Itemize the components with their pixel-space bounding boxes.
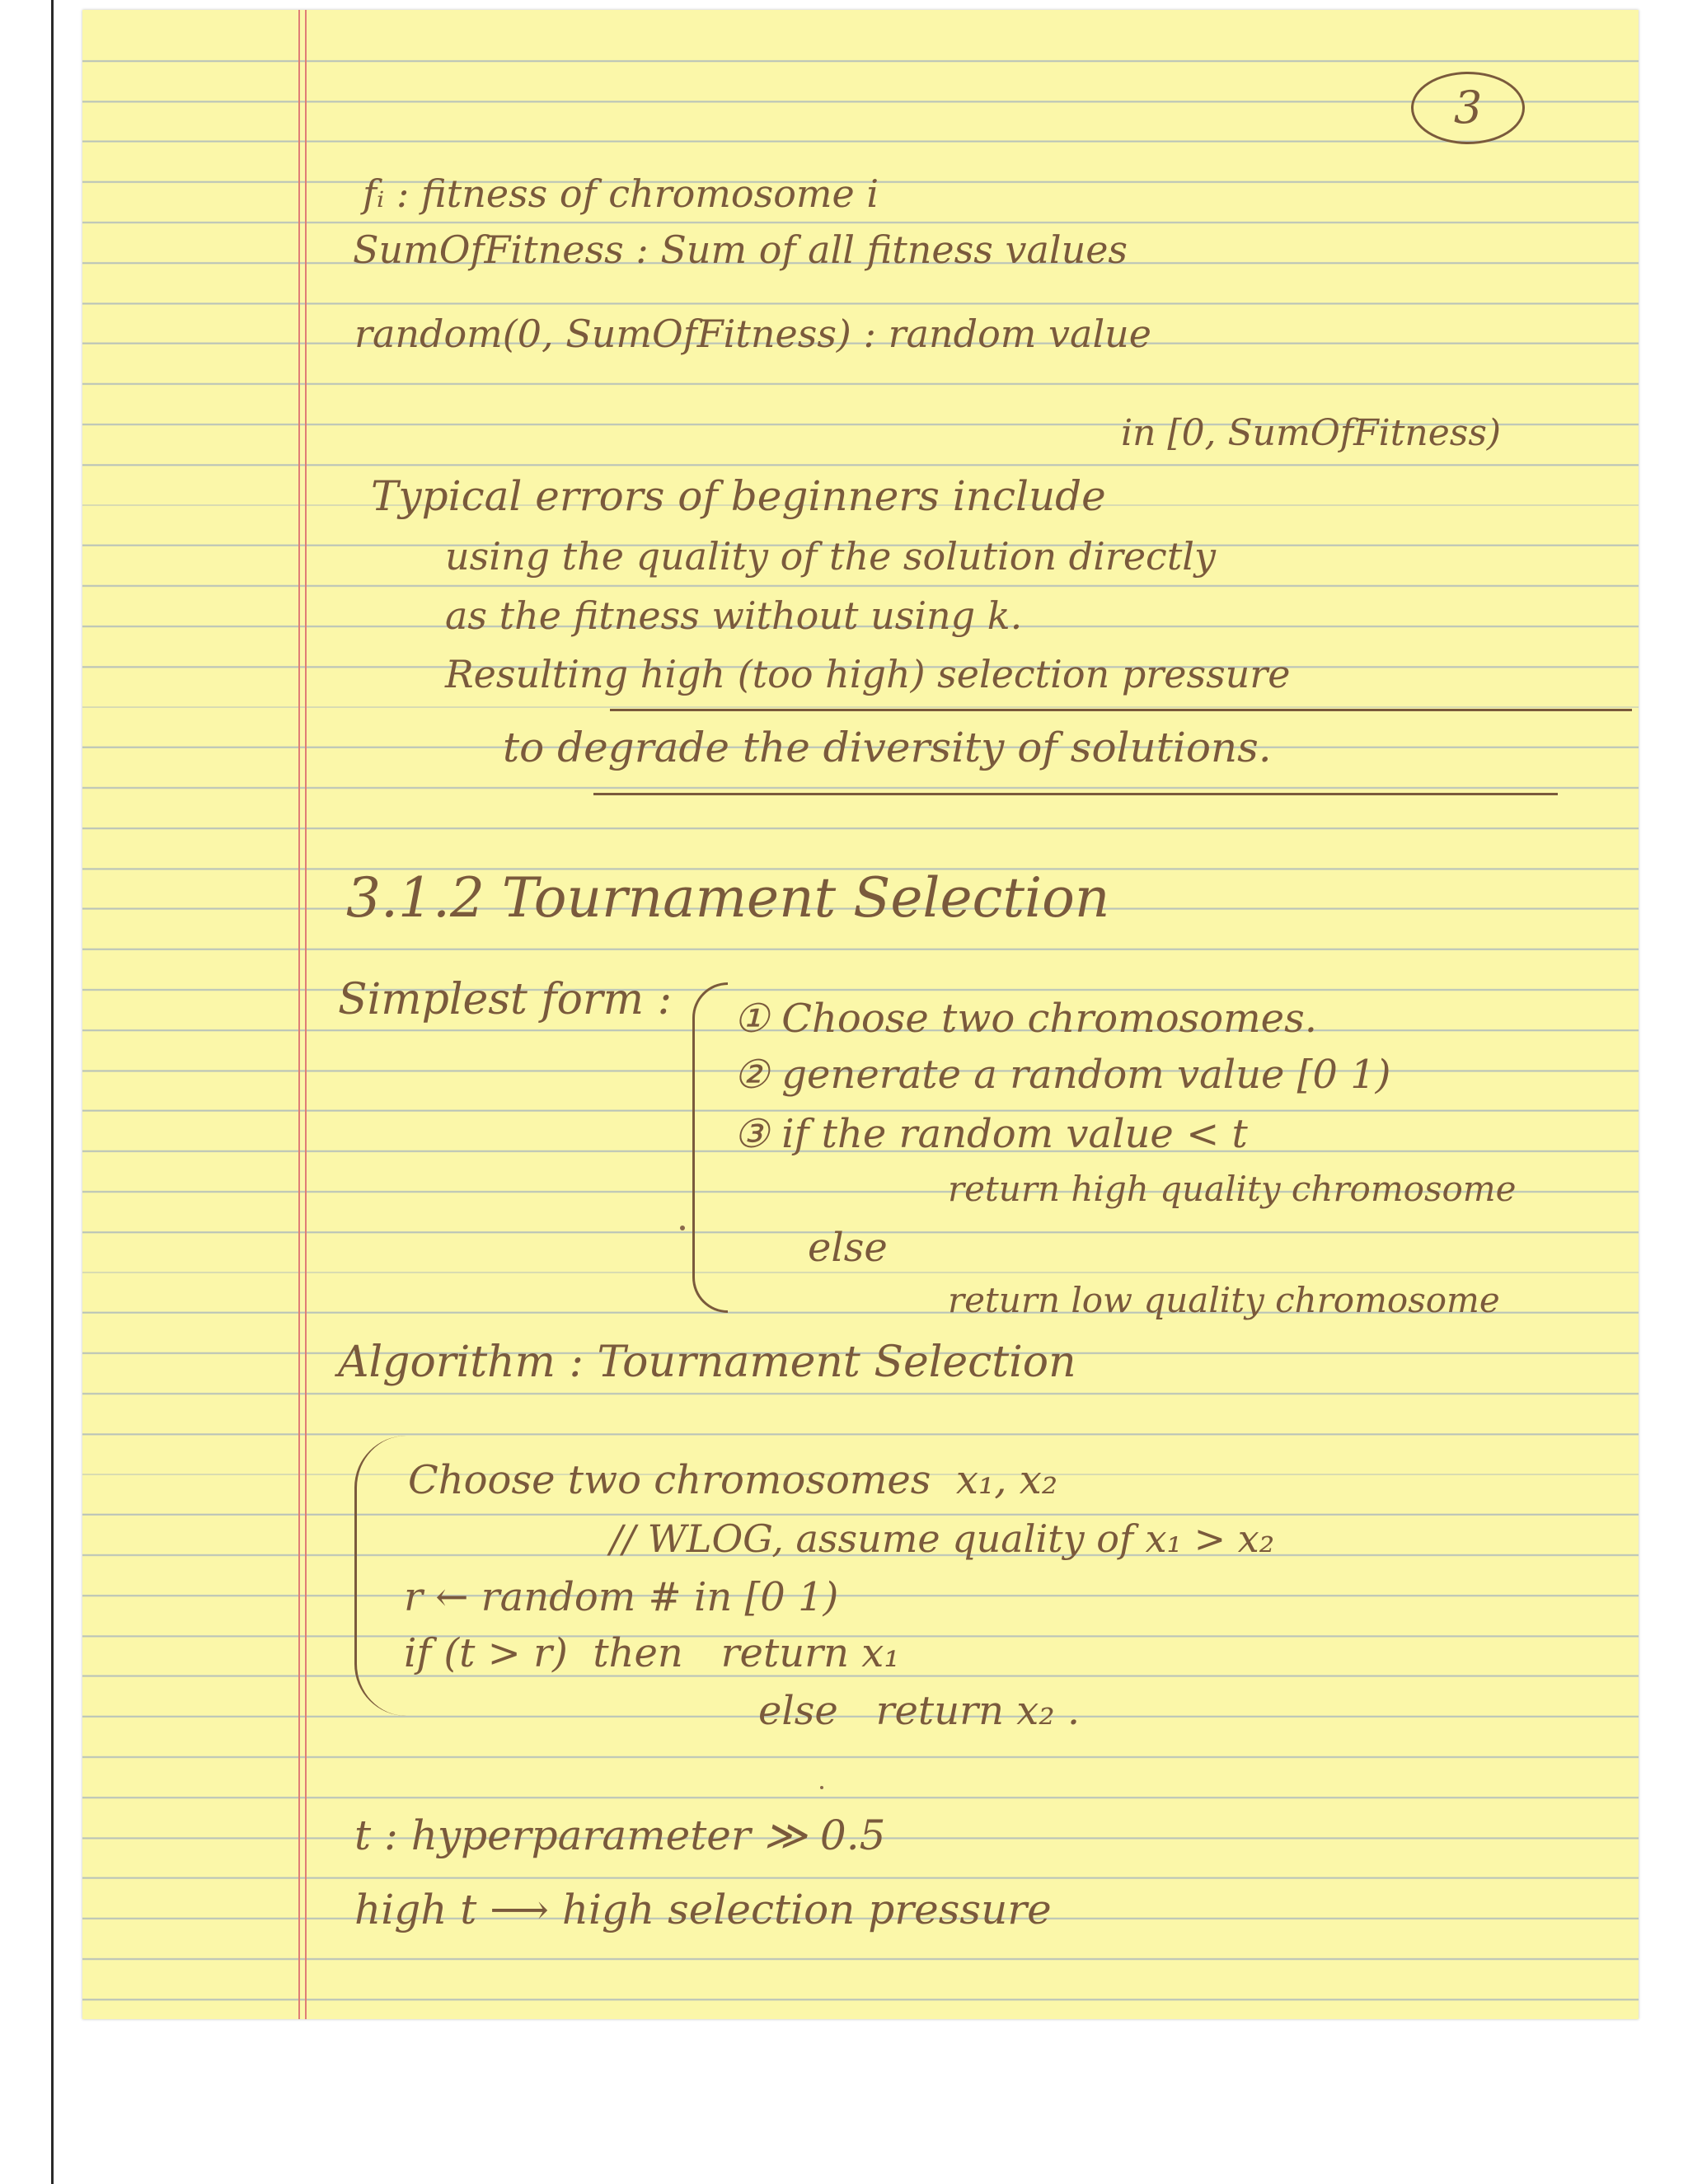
step-3: ③ if the random value < t — [734, 1111, 1248, 1157]
simplest-form-label: Simplest form : — [338, 975, 673, 1024]
footer-note: t : hyperparameter ≫ 0.5 — [354, 1811, 886, 1859]
algorithm-heading: Algorithm : Tournament Selection — [338, 1338, 1076, 1387]
errors-note-line: Resulting high (too high) selection pressure — [445, 652, 1291, 696]
definition-sum-of-fitness: SumOfFitness : Sum of all fitness values — [353, 227, 1128, 272]
section-heading: 3.1.2 Tournament Selection — [346, 866, 1110, 930]
definition-random: random(0, SumOfFitness) : random value — [354, 312, 1152, 356]
errors-note-line: using the quality of the solution directly — [445, 534, 1217, 579]
margin-line — [298, 10, 300, 2019]
left-paren — [354, 1436, 406, 1716]
step-return-low: return low quality chromosome — [948, 1280, 1500, 1320]
underline — [610, 709, 1632, 711]
definition-fitness: fᵢ : fitness of chromosome i — [363, 171, 879, 216]
ink-dot — [680, 1226, 685, 1230]
underline — [593, 793, 1558, 795]
left-brace — [692, 982, 728, 1313]
algorithm-line: Choose two chromosomes x₁, x₂ — [408, 1457, 1058, 1503]
step-else: else — [808, 1225, 888, 1271]
algorithm-comment: // WLOG, assume quality of x₁ > x₂ — [610, 1516, 1275, 1561]
step-2: ② generate a random value [0 1) — [734, 1052, 1391, 1098]
ink-dot — [820, 1786, 823, 1789]
algorithm-line: else return x₂ . — [758, 1688, 1081, 1734]
errors-note-line: as the fitness without using k. — [445, 593, 1023, 638]
algorithm-line: if (t > r) then return x₁ — [404, 1630, 900, 1676]
errors-note-line: to degrade the diversity of solutions. — [503, 724, 1272, 771]
step-1: ① Choose two chromosomes. — [734, 996, 1317, 1042]
step-return-high: return high quality chromosome — [948, 1169, 1517, 1209]
page-number-circle — [1411, 72, 1525, 144]
footer-note: high t ⟶ high selection pressure — [354, 1886, 1052, 1933]
notepad-page — [82, 10, 1639, 2019]
errors-note-line: Typical errors of beginners include — [371, 472, 1106, 520]
algorithm-line: r ← random # in [0 1) — [404, 1574, 839, 1620]
page-number: 3 — [1453, 82, 1483, 134]
margin-line — [305, 10, 307, 2019]
scan-left-edge — [51, 0, 54, 2184]
definition-random-range: in [0, SumOfFitness) — [1121, 412, 1502, 454]
